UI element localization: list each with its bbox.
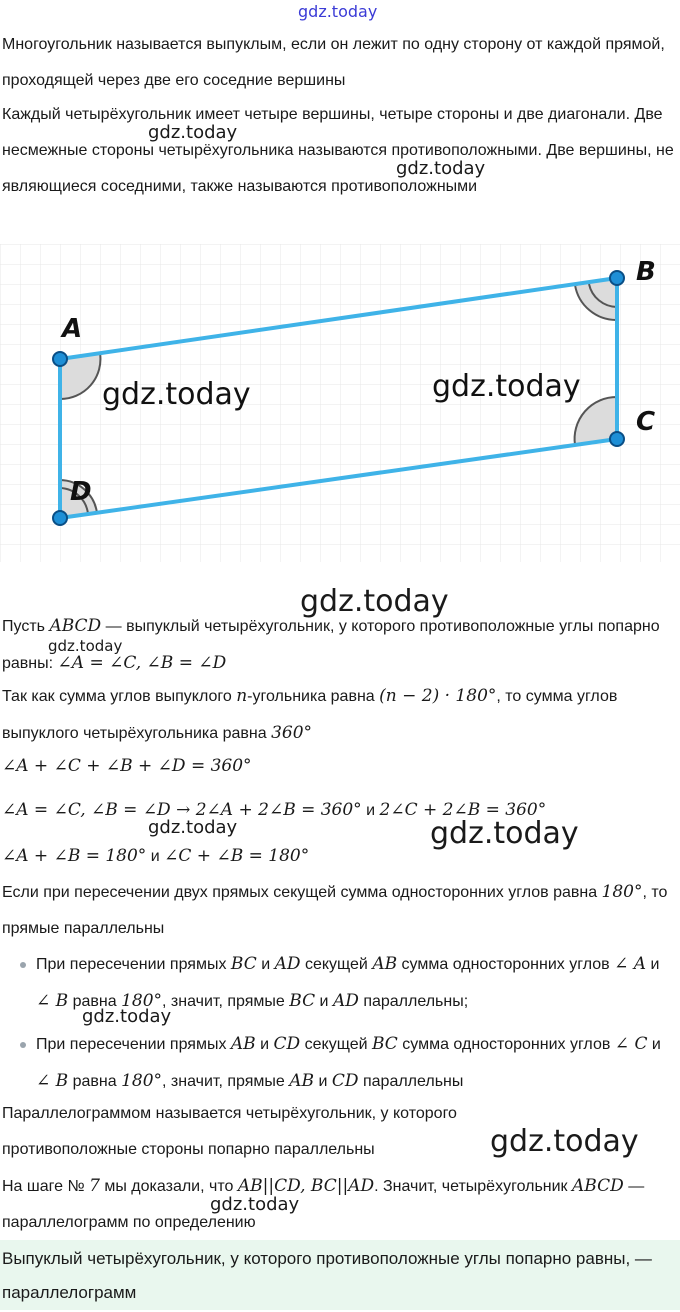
- watermark: gdz.today: [430, 816, 579, 851]
- text: , то прямые параллельны: [2, 884, 668, 937]
- watermark: gdz.today: [148, 817, 238, 838]
- math: AD: [332, 991, 359, 1011]
- math: ∠ B: [36, 1071, 69, 1091]
- bullet-marker: [20, 1042, 26, 1048]
- math: n: [236, 686, 248, 706]
- step-7-reference: [2, 1168, 674, 1241]
- parallelogram-definition: Параллелограммом называется четырёхугольник, у которого противоположные стороны попарно параллельны: [2, 1105, 457, 1158]
- conclusion-text: Выпуклый четырёхугольник, у которого противоположные углы попарно равны, — параллелограмм: [2, 1249, 652, 1302]
- watermark: gdz.today: [102, 377, 251, 412]
- text: параллельны: [362, 1073, 464, 1090]
- math: ∠A = ∠C, ∠B = ∠D → 2∠A + 2∠B = 360°: [2, 800, 362, 820]
- text: и: [150, 848, 160, 865]
- math: ∠C + ∠B = 180°: [164, 846, 310, 866]
- text: секущей: [304, 956, 368, 973]
- angle-sum-equation: ∠A + ∠C + ∠B + ∠D = 360°: [2, 756, 252, 776]
- watermark: gdz.today: [300, 584, 449, 619]
- quadrilateral-description: Каждый четырёхугольник имеет четыре вершины, четыре стороны и две диагонали. Две несмежные стороны четырёхугольника называются противоположными. Две вершины, не являющиеся соседними, также называются противоположными: [2, 106, 674, 195]
- math: 180°: [121, 991, 163, 1011]
- text: При пересечении прямых: [36, 956, 227, 973]
- label-b: B: [636, 257, 656, 287]
- math: CD: [331, 1071, 359, 1091]
- math: 360°: [271, 723, 313, 743]
- text: , значит, прямые: [162, 993, 285, 1010]
- text: мы доказали, что: [104, 1178, 234, 1195]
- math: 180°: [601, 882, 643, 902]
- text: сумма односторонних углов: [401, 956, 610, 973]
- text: и: [318, 1073, 328, 1090]
- text: и: [261, 956, 271, 973]
- watermark: gdz.today: [148, 122, 238, 143]
- math: BC: [289, 991, 316, 1011]
- math: BC: [230, 954, 257, 974]
- step-2-text: [2, 678, 674, 752]
- parallel-criterion: [2, 874, 674, 947]
- math: AB: [230, 1034, 256, 1054]
- text: Если при пересечении двух прямых секущей сумма односторонних углов равна: [2, 884, 598, 901]
- math: AB: [372, 954, 398, 974]
- math: BC: [371, 1034, 398, 1054]
- text: и: [366, 802, 376, 819]
- vertex-c: [610, 432, 624, 446]
- label-a: A: [62, 314, 83, 344]
- text: секущей: [304, 1036, 368, 1053]
- text: параллельны;: [363, 993, 469, 1010]
- vertex-b: [610, 271, 624, 285]
- text: При пересечении прямых: [36, 1036, 227, 1053]
- math: 180°: [121, 1071, 163, 1091]
- quadrilateral-figure: [0, 244, 680, 562]
- math: ∠ A: [614, 954, 647, 974]
- math: 7: [89, 1176, 100, 1196]
- math: ∠A = ∠C, ∠B = ∠D: [57, 653, 227, 673]
- math: CD: [273, 1034, 301, 1054]
- watermark: gdz.today: [210, 1194, 300, 1215]
- conclusion-box: [0, 1240, 680, 1310]
- vertex-d: [53, 511, 67, 525]
- convex-polygon-definition: Многоугольник называется выпуклым, если он лежит по одну сторону от каждой прямой, проходящей через две его соседние вершины: [2, 36, 665, 89]
- supplementary-angles-equation: [2, 838, 674, 875]
- math: AB||CD, BC||AD: [237, 1176, 375, 1196]
- text: и: [650, 956, 660, 973]
- watermark: gdz.today: [48, 637, 123, 655]
- text: — параллелограмм по определению: [2, 1178, 645, 1231]
- text: равна: [72, 1073, 117, 1090]
- watermark: gdz.today: [432, 369, 581, 404]
- watermark: gdz.today: [298, 2, 378, 21]
- bullet-item: [36, 1026, 676, 1100]
- math: AD: [274, 954, 301, 974]
- watermark: gdz.today: [82, 1006, 172, 1027]
- math: AB: [289, 1071, 315, 1091]
- text: Так как сумма углов выпуклого: [2, 688, 232, 705]
- text: и: [319, 993, 329, 1010]
- text: На шаге №: [2, 1178, 85, 1195]
- math: (n − 2) · 180°: [379, 686, 497, 706]
- label-c: C: [636, 407, 656, 437]
- text: , то сумма углов выпуклого четырёхугольника равна: [2, 688, 618, 742]
- text: сумма односторонних углов: [402, 1036, 611, 1053]
- math: 2∠C + 2∠B = 360°: [379, 800, 547, 820]
- watermark: gdz.today: [396, 158, 486, 179]
- math: ∠ B: [36, 991, 69, 1011]
- watermark: gdz.today: [490, 1124, 639, 1159]
- text: — выпуклый четырёхугольник, у которого противоположные углы попарно равны:: [2, 618, 660, 672]
- math: ∠A + ∠B = 180°: [2, 846, 147, 866]
- math: ABCD: [49, 616, 102, 636]
- vertex-a: [53, 352, 67, 366]
- text: Пусть: [2, 618, 45, 635]
- text: равна: [72, 993, 117, 1010]
- text: -угольника равна: [247, 688, 375, 705]
- text: , значит, прямые: [162, 1073, 285, 1090]
- bullet-marker: [20, 962, 26, 968]
- text: и: [260, 1036, 270, 1053]
- text: . Значит, четырёхугольник: [374, 1178, 568, 1195]
- math: ABCD: [572, 1176, 624, 1196]
- text: и: [651, 1036, 661, 1053]
- label-d: D: [70, 477, 92, 507]
- math: ∠ C: [614, 1034, 648, 1054]
